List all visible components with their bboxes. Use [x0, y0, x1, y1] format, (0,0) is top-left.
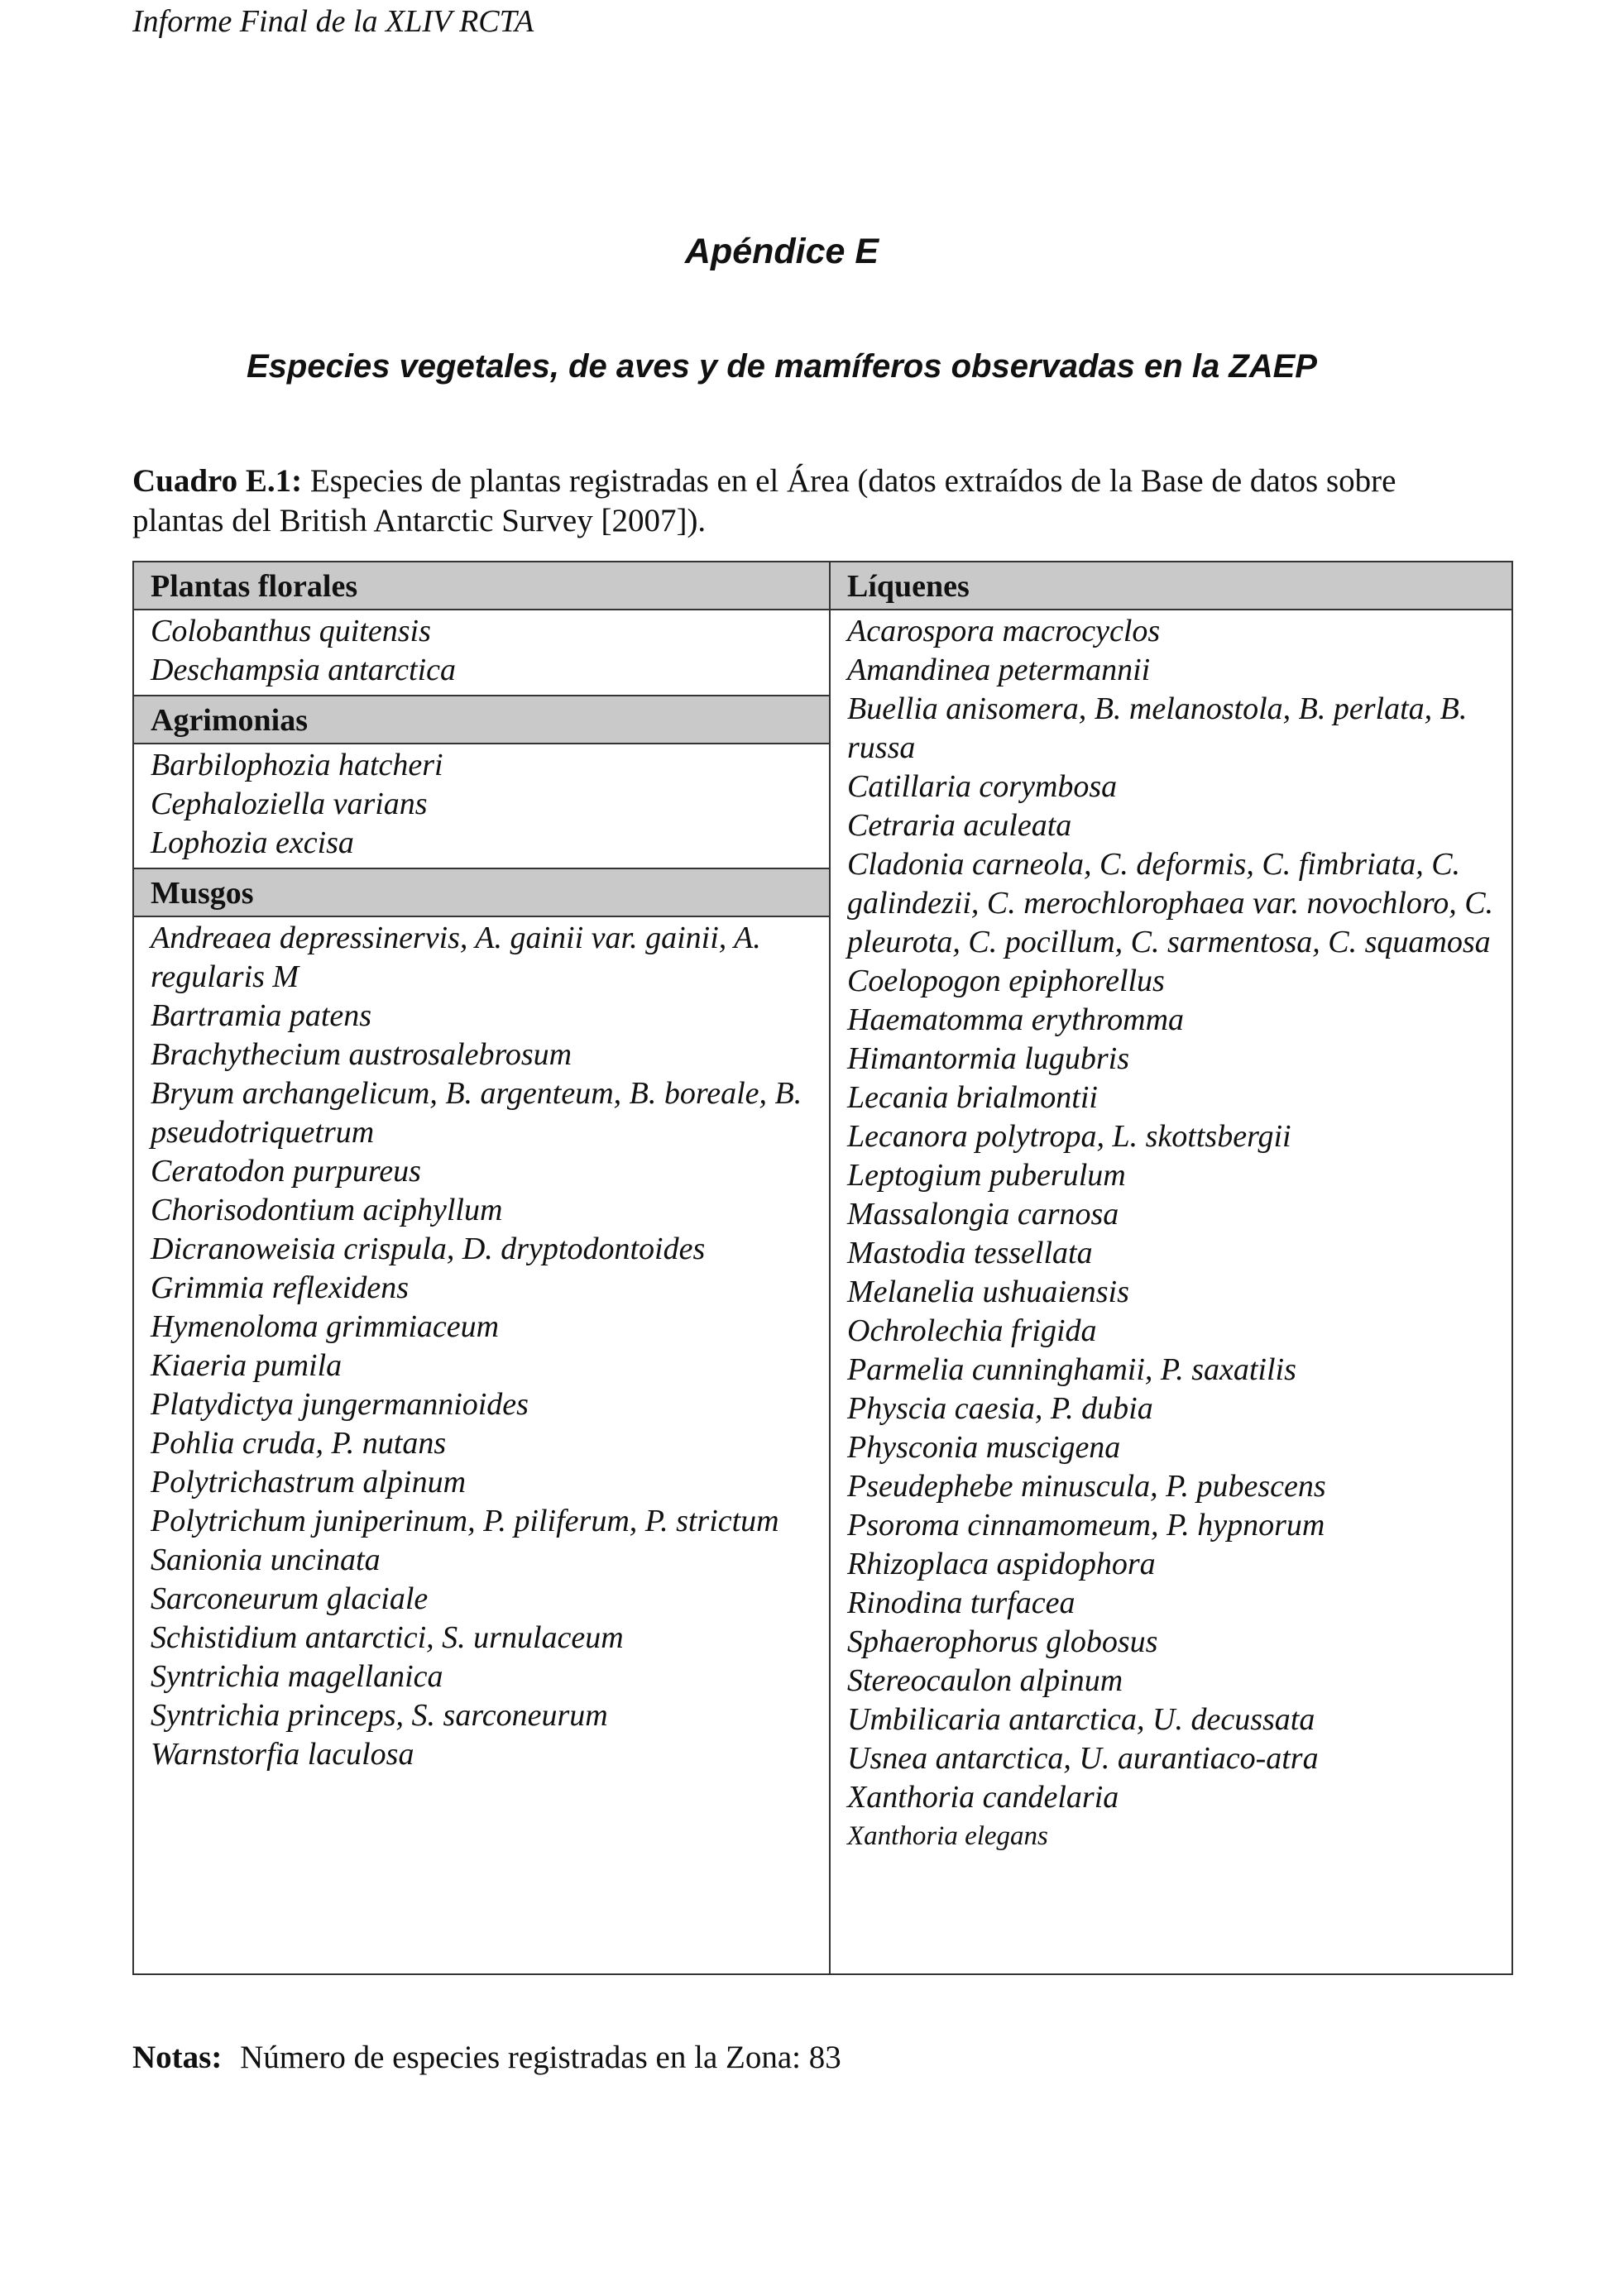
heading-mosses: Musgos: [134, 868, 829, 917]
species-item: Lecanora polytropa, L. skottsbergii: [847, 1119, 1291, 1154]
species-item: Xanthoria elegans: [847, 1821, 1048, 1851]
species-item: Sanionia uncinata: [151, 1543, 381, 1577]
notes-label: Notas:: [132, 2040, 223, 2075]
species-item: Bryum archangelicum, B. argenteum, B. boreale, B. pseudotriquetrum: [151, 1076, 802, 1150]
species-item: Syntrichia princeps, S. sarconeurum: [151, 1698, 608, 1733]
species-item: Polytrichastrum alpinum: [151, 1465, 467, 1500]
species-item: Deschampsia antarctica: [151, 653, 457, 687]
species-item: Umbilicaria antarctica, U. decussata: [847, 1702, 1315, 1737]
table-caption: [132, 462, 1423, 541]
species-item: Lecania brialmontii: [847, 1080, 1098, 1115]
running-header: Informe Final de la XLIV RCTA: [132, 4, 534, 39]
mosses-list: [134, 917, 829, 1779]
species-item: Coelopogon epiphorellus: [847, 964, 1165, 998]
species-item: Physconia muscigena: [847, 1430, 1121, 1465]
species-item: Dicranoweisia crispula, D. dryptodontoides: [151, 1232, 706, 1266]
species-item: Chorisodontium aciphyllum: [151, 1193, 503, 1227]
species-item: Lophozia excisa: [151, 825, 354, 860]
heading-lichens: Líquenes: [831, 562, 1511, 610]
species-item: Andreaea depressinervis, A. gainii var. gainii, A. regularis M: [151, 921, 761, 994]
species-item: Usnea antarctica, U. aurantiaco-atra: [847, 1741, 1319, 1776]
species-item: Stereocaulon alpinum: [847, 1663, 1123, 1698]
caption-label: Cuadro E.1:: [132, 463, 303, 499]
species-item: Parmelia cunninghamii, P. saxatilis: [847, 1352, 1296, 1387]
left-column: [133, 562, 830, 1974]
species-item: Psoroma cinnamomeum, P. hypnorum: [847, 1508, 1325, 1543]
species-item: Himantormia lugubris: [847, 1041, 1129, 1076]
species-item: Buellia anisomera, B. melanostola, B. perlata, B. russa: [847, 691, 1468, 765]
species-item: Pseudephebe minuscula, P. pubescens: [847, 1469, 1326, 1504]
species-item: Cladonia carneola, C. deformis, C. fimbriata, C. galindezii, C. merochlorophaea var. novochloro, C. pleurota, C. pocillum, C. sarmentosa, C. squamosa: [847, 847, 1494, 959]
appendix-title: Apéndice E: [684, 232, 879, 271]
species-item: Ochrolechia frigida: [847, 1313, 1097, 1348]
species-item: Cetraria aculeata: [847, 808, 1072, 843]
species-item: Platydictya jungermannioides: [151, 1387, 529, 1422]
species-item: Sphaerophorus globosus: [847, 1624, 1158, 1659]
species-item: Pohlia cruda, P. nutans: [151, 1426, 447, 1461]
species-item: Colobanthus quitensis: [151, 614, 431, 648]
species-item: Leptogium puberulum: [847, 1158, 1126, 1193]
species-item: Amandinea petermannii: [847, 653, 1151, 687]
lichens-list: [831, 610, 1511, 1861]
species-item: Xanthoria candelaria: [847, 1780, 1119, 1815]
species-item: Acarospora macrocyclos: [847, 614, 1161, 648]
species-item: Polytrichum juniperinum, P. piliferum, P. strictum: [151, 1504, 779, 1538]
species-item: Barbilophozia hatcheri: [151, 748, 443, 782]
species-item: Physcia caesia, P. dubia: [847, 1391, 1153, 1426]
species-item: Hymenoloma grimmiaceum: [151, 1309, 500, 1344]
right-column: [830, 562, 1512, 1974]
species-item: Ceratodon purpureus: [151, 1154, 421, 1189]
species-item: Warnstorfia laculosa: [151, 1737, 414, 1772]
species-item: Kiaeria pumila: [151, 1348, 343, 1383]
flowering-plants-list: [134, 610, 829, 695]
species-item: Melanelia ushuaiensis: [847, 1275, 1129, 1309]
species-item: Rinodina turfacea: [847, 1586, 1075, 1620]
liverworts-list: [134, 744, 829, 868]
species-item: Sarconeurum glaciale: [151, 1581, 429, 1616]
species-item: Haematomma erythromma: [847, 1002, 1185, 1037]
caption-text: Especies de plantas registradas en el Área (datos extraídos de la Base de datos sobre plantas del British Antarctic Survey [2007]).: [132, 463, 1396, 538]
species-item: Massalongia carnosa: [847, 1197, 1119, 1232]
appendix-subtitle: Especies vegetales, de aves y de mamíferos observadas en la ZAEP: [246, 348, 1317, 385]
species-item: Mastodia tessellata: [847, 1236, 1093, 1270]
species-item: Bartramia patens: [151, 998, 372, 1033]
species-item: Brachythecium austrosalebrosum: [151, 1037, 572, 1072]
species-item: Catillaria corymbosa: [847, 769, 1118, 804]
species-item: Grimmia reflexidens: [151, 1270, 410, 1305]
species-item: Rhizoplaca aspidophora: [847, 1547, 1156, 1581]
heading-liverworts: Agrimonias: [134, 695, 829, 744]
notes: [132, 2038, 841, 2078]
species-item: Schistidium antarctici, S. urnulaceum: [151, 1620, 624, 1655]
species-table: [132, 561, 1513, 1975]
notes-text: Número de especies registradas en la Zona: 83: [240, 2040, 841, 2075]
species-item: Syntrichia magellanica: [151, 1659, 443, 1694]
species-item: Cephaloziella varians: [151, 787, 428, 821]
heading-flowering-plants: Plantas florales: [134, 562, 829, 610]
